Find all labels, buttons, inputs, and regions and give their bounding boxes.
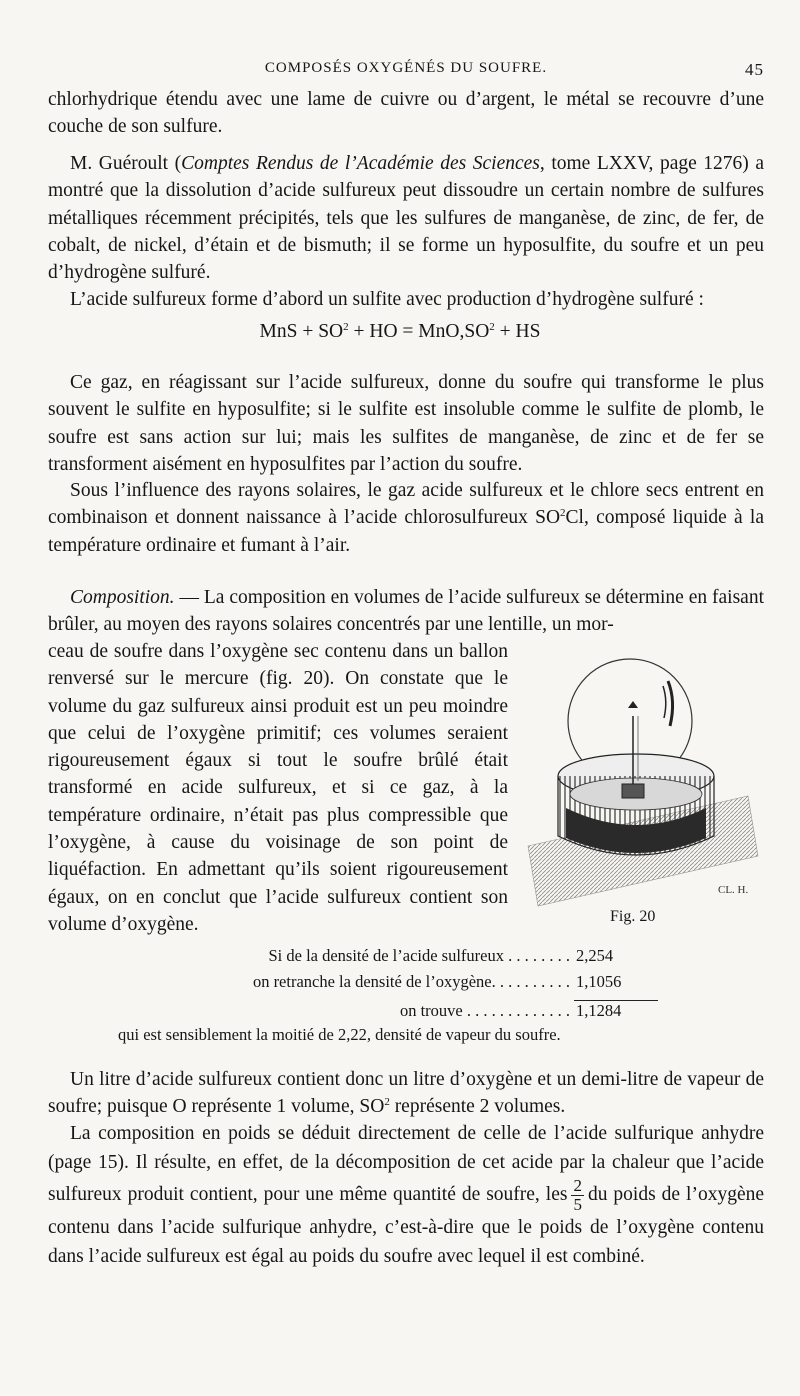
calc-value: 1,1284 (576, 1001, 622, 1020)
calc-value: 2,254 (576, 946, 614, 965)
citation: Comptes Rendus de l’Académie des Sciences (181, 153, 540, 174)
paragraph-gas-reaction (48, 369, 764, 478)
p8-text-a: La composition en poids se déduit directement de celle de l’acide sulfurique anhydre (page 15). Il résulte, en effet, de la décomposition de cet acide par la chaleur que l’acide sulfureux produit contient, pour une même quantité de soufre, les (48, 1123, 764, 1205)
p4-text: Ce gaz, en réagissant sur l’acide sulfureux, donne du soufre qui transforme le plus souvent le sulfite en hyposulfite; si le sulfite est insoluble comme le sulfite de plomb, le soufre est sans action sur lui; mais les sulfites de manganèse, de zinc et de fer se transforment aisément en hyposulfites par l’action du soufre. (48, 372, 764, 475)
p2-lead: M. Guéroult ( (70, 153, 182, 174)
running-title: COMPOSÉS OXYGÉNÉS DU SOUFRE. (264, 60, 548, 76)
calc-label: on trouve . . . . . . . . . . . . . (399, 1001, 570, 1020)
mercury-basin (558, 754, 714, 855)
calc-row (118, 1001, 658, 1025)
paragraph-weight-composition (48, 1120, 764, 1271)
paragraph-gueroult (48, 150, 764, 286)
page-header (48, 54, 764, 84)
p6-text-b: ceau de soufre dans l’oxygène sec contenu dans un ballon renversé sur le mercure (fig. 20). On constate que le volume du gaz sulfureux ainsi produit est un peu moindre que celui de l’oxygène primitif; ces volumes seraient rigoureusement égaux si tout le soufre brûlé était transformé en acide sulfureux, et si ce gaz, à la température ordinaire, n’était pas plus compressible que l’oxygène, à cause du voisinage de son point de liquéfaction. En admettant qu’ils soient rigoureusement égaux, on en conclut que l’acide sulfureux contient son volume d’oxygène. (48, 641, 508, 935)
paragraph-solar-rays (48, 477, 764, 559)
fraction-numerator: 2 (573, 1176, 582, 1195)
figure-20-apparatus (518, 646, 763, 946)
calc-label: Si de la densité de l’acide sulfureux . . . . . . . . (268, 946, 570, 965)
calc-label: on retranche la densité de l’oxygène. . . . . . . . . . (252, 972, 570, 991)
formula-part-c: + HS (494, 321, 541, 342)
p3-text: L’acide sulfureux forme d’abord un sulfite avec production d’hydrogène sulfuré : (70, 289, 704, 310)
calc-value: 1,1056 (576, 972, 622, 991)
fraction-denominator: 5 (573, 1195, 582, 1214)
chemical-equation (0, 321, 800, 343)
formula-exponent-2: 2 (489, 321, 495, 333)
p5-exponent: 2 (560, 507, 566, 520)
paragraph-1-text: chlorhydrique étendu avec une lame de cuivre ou d’argent, le métal se recouvre d’une couche de son sulfure. (48, 89, 764, 138)
page-number: 45 (745, 60, 764, 79)
paragraph-sulfite (48, 286, 764, 313)
p7-text-b: représente 2 volumes. (389, 1096, 566, 1118)
paragraph-continuation (48, 86, 764, 141)
formula-part-b: + HO = MnO,SO (348, 321, 490, 342)
p7-exponent: 2 (384, 1096, 390, 1109)
paragraph-composition (48, 584, 764, 639)
p7-text-a: Un litre d’acide sulfureux contient donc un litre d’oxygène et un demi-litre de vapeur de soufre; puisque O représente 1 volume, SO (48, 1069, 764, 1118)
formula-exponent-1: 2 (343, 321, 349, 333)
calc-row (118, 972, 658, 996)
calc-row (118, 946, 658, 970)
formula-part-a: MnS + SO (259, 321, 344, 342)
p5-text-b: Cl, composé liquide à la température ordinaire et fumant à l’air. (48, 507, 764, 556)
paragraph-composition-wrapped (48, 638, 508, 938)
engraver-signature: CL. H. (718, 884, 749, 896)
paragraph-litre (48, 1066, 764, 1121)
calc-note: qui est sensiblement la moitié de 2,22, densité de vapeur du soufre. (118, 1025, 561, 1044)
section-heading-composition: Composition. (70, 587, 175, 608)
p2-rest: , tome LXXV, page 1276) a montré que la dissolution d’acide sulfureux peut dissoudre un certain nombre de sulfures métalliques récemment précipités, tels que les sulfures de manganèse, de zinc, de fer, de cobalt, de nickel, d’étain et de bismuth; il se forme un hyposulfite, du soufre et un peu d’hydrogène sulfuré. (48, 153, 765, 284)
fraction-two-fifths (571, 1177, 584, 1214)
p8-text-b: du poids de l’oxygène contenu dans l’acide sulfurique anhydre, c’est-à-dire que le poids de l’oxygène contenu dans l’acide sulfureux est égal au poids du soufre avec lequel il est combiné. (48, 1183, 765, 1267)
p6-text-a: — La composition en volumes de l’acide sulfureux se détermine en faisant brûler, au moyen des rayons solaires concentrés par une lentille, un mor- (48, 587, 764, 636)
p5-text-a: Sous l’influence des rayons solaires, le gaz acide sulfureux et le chlore secs entrent en combinaison et donnent naissance à l’acide chlorosulfureux SO (48, 480, 764, 529)
figure-caption: Fig. 20 (610, 908, 656, 925)
